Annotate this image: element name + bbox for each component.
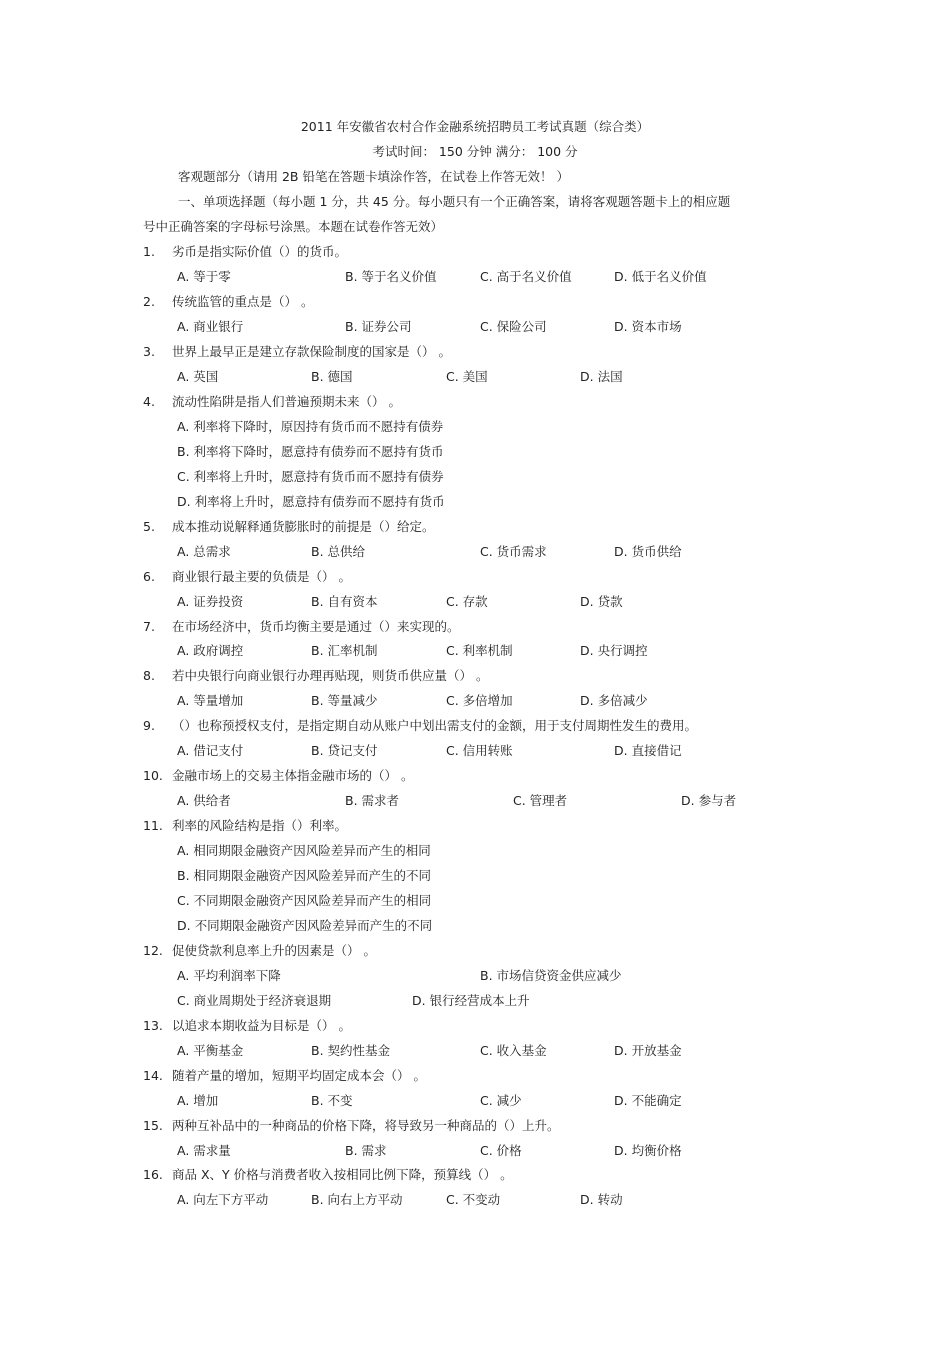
answer-option: B. 德国 [311,369,353,384]
question-stem: 随着产量的增加，短期平均固定成本会（） 。 [172,1068,426,1083]
answer-option: C. 价格 [480,1143,522,1158]
answer-option: D. 直接借记 [614,743,682,758]
answer-option: B. 总供给 [311,544,366,559]
question-number: 16. [143,1167,163,1182]
answer-option: C. 利率机制 [446,643,513,658]
answer-option: D. 货币供给 [614,544,682,559]
question-stem: 劣币是指实际价值（）的货币。 [172,244,348,259]
answer-option: D. 法国 [580,369,623,384]
part-heading-line1: 一、单项选择题（每小题 1 分，共 45 分。每小题只有一个正确答案，请将客观题答题卡上的相应题 [178,194,731,209]
question-stem: 商品 X、Y 价格与消费者收入按相同比例下降，预算线（） 。 [172,1167,513,1182]
question-number: 9. [143,718,155,733]
answer-option: D. 不能确定 [614,1093,682,1108]
answer-option: D. 央行调控 [580,643,648,658]
answer-option: C. 不变动 [446,1192,501,1207]
question-stem: 传统监管的重点是（） 。 [172,294,314,309]
question-number: 11. [143,818,163,833]
question-number: 7. [143,619,155,634]
answer-option: A. 需求量 [177,1143,231,1158]
question-stem: 金融市场上的交易主体指金融市场的（） 。 [172,768,414,783]
question-number: 5. [143,519,155,534]
question-stem: 在市场经济中，货币均衡主要是通过（）来实现的。 [172,619,460,634]
question-number: 15. [143,1118,163,1133]
question-number: 10. [143,768,163,783]
answer-option: B. 自有资本 [311,594,378,609]
answer-option: D. 利率将上升时，愿意持有债券而不愿持有货币 [177,494,445,509]
answer-option: C. 货币需求 [480,544,547,559]
answer-option: C. 高于名义价值 [480,269,572,284]
answer-option: B. 需求者 [345,793,400,808]
answer-option: C. 管理者 [513,793,568,808]
answer-option: A. 总需求 [177,544,231,559]
question-stem: 成本推动说解释通货膨胀时的前提是（）给定。 [172,519,435,534]
answer-option: C. 保险公司 [480,319,547,334]
answer-option: A. 平衡基金 [177,1043,244,1058]
answer-option: A. 平均利润率下降 [177,968,281,983]
question-number: 13. [143,1018,163,1033]
answer-option: A. 等量增加 [177,693,244,708]
answer-option: D. 多倍减少 [580,693,648,708]
answer-option: B. 汇率机制 [311,643,378,658]
answer-option: A. 政府调控 [177,643,244,658]
question-stem: （）也称预授权支付，是指定期自动从账户中划出需支付的金额，用于支付周期性发生的费用。 [172,718,698,733]
question-number: 1. [143,244,155,259]
question-number: 6. [143,569,155,584]
question-stem: 流动性陷阱是指人们普遍预期未来（） 。 [172,394,401,409]
question-stem: 世界上最早正是建立存款保险制度的国家是（） 。 [172,344,451,359]
answer-option: A. 向左下方平动 [177,1192,269,1207]
answer-option: D. 贷款 [580,594,623,609]
answer-option: A. 增加 [177,1093,219,1108]
answer-option: B. 贷记支付 [311,743,378,758]
question-stem: 以追求本期收益为目标是（） 。 [172,1018,351,1033]
answer-option: A. 借记支付 [177,743,244,758]
answer-option: B. 不变 [311,1093,353,1108]
answer-option: D. 资本市场 [614,319,682,334]
answer-option: C. 美国 [446,369,488,384]
question-number: 12. [143,943,163,958]
answer-option: B. 等于名义价值 [345,269,437,284]
answer-option: C. 利率将上升时，愿意持有货币而不愿持有债券 [177,469,444,484]
answer-option: A. 商业银行 [177,319,244,334]
answer-option: C. 商业周期处于经济衰退期 [177,993,332,1008]
answer-option: A. 供给者 [177,793,231,808]
answer-option: C. 不同期限金融资产因风险差异而产生的相同 [177,893,432,908]
question-stem: 促使贷款利息率上升的因素是（） 。 [172,943,376,958]
answer-option: C. 收入基金 [480,1043,547,1058]
objective-section-note: 客观题部分（请用 2B 铅笔在答题卡填涂作答，在试卷上作答无效！ ） [178,169,569,184]
answer-option: A. 英国 [177,369,219,384]
answer-option: B. 需求 [345,1143,387,1158]
part-heading-line2: 号中正确答案的字母标号涂黑。本题在试卷作答无效） [143,219,444,234]
answer-option: D. 均衡价格 [614,1143,682,1158]
question-stem: 若中央银行向商业银行办理再贴现，则货币供应量（） 。 [172,668,489,683]
question-stem: 商业银行最主要的负债是（） 。 [172,569,351,584]
question-number: 14. [143,1068,163,1083]
exam-time-info: 考试时间： 150 分钟 满分： 100 分 [372,144,578,159]
answer-option: D. 银行经营成本上升 [412,993,530,1008]
answer-option: C. 信用转账 [446,743,513,758]
answer-option: D. 低于名义价值 [614,269,707,284]
exam-title: 2011 年安徽省农村合作金融系统招聘员工考试真题（综合类） [300,119,650,134]
answer-option: D. 开放基金 [614,1043,682,1058]
answer-option: B. 市场信贷资金供应减少 [480,968,622,983]
answer-option: C. 多倍增加 [446,693,513,708]
answer-option: C. 减少 [480,1093,522,1108]
answer-option: B. 相同期限金融资产因风险差异而产生的不同 [177,868,432,883]
question-stem: 利率的风险结构是指（）利率。 [172,818,348,833]
answer-option: C. 存款 [446,594,488,609]
answer-option: D. 不同期限金融资产因风险差异而产生的不同 [177,918,433,933]
question-number: 4. [143,394,155,409]
question-number: 2. [143,294,155,309]
answer-option: B. 证券公司 [345,319,412,334]
question-number: 8. [143,668,155,683]
answer-option: B. 等量减少 [311,693,378,708]
answer-option: B. 向右上方平动 [311,1192,403,1207]
answer-option: D. 转动 [580,1192,623,1207]
question-stem: 两种互补品中的一种商品的价格下降，将导致另一种商品的（）上升。 [172,1118,560,1133]
answer-option: A. 证券投资 [177,594,244,609]
answer-option: A. 相同期限金融资产因风险差异而产生的相同 [177,843,431,858]
answer-option: A. 利率将下降时，原因持有货币而不愿持有债券 [177,419,444,434]
answer-option: A. 等于零 [177,269,231,284]
answer-option: B. 契约性基金 [311,1043,391,1058]
question-number: 3. [143,344,155,359]
answer-option: B. 利率将下降时，愿意持有债券而不愿持有货币 [177,444,444,459]
answer-option: D. 参与者 [681,793,737,808]
